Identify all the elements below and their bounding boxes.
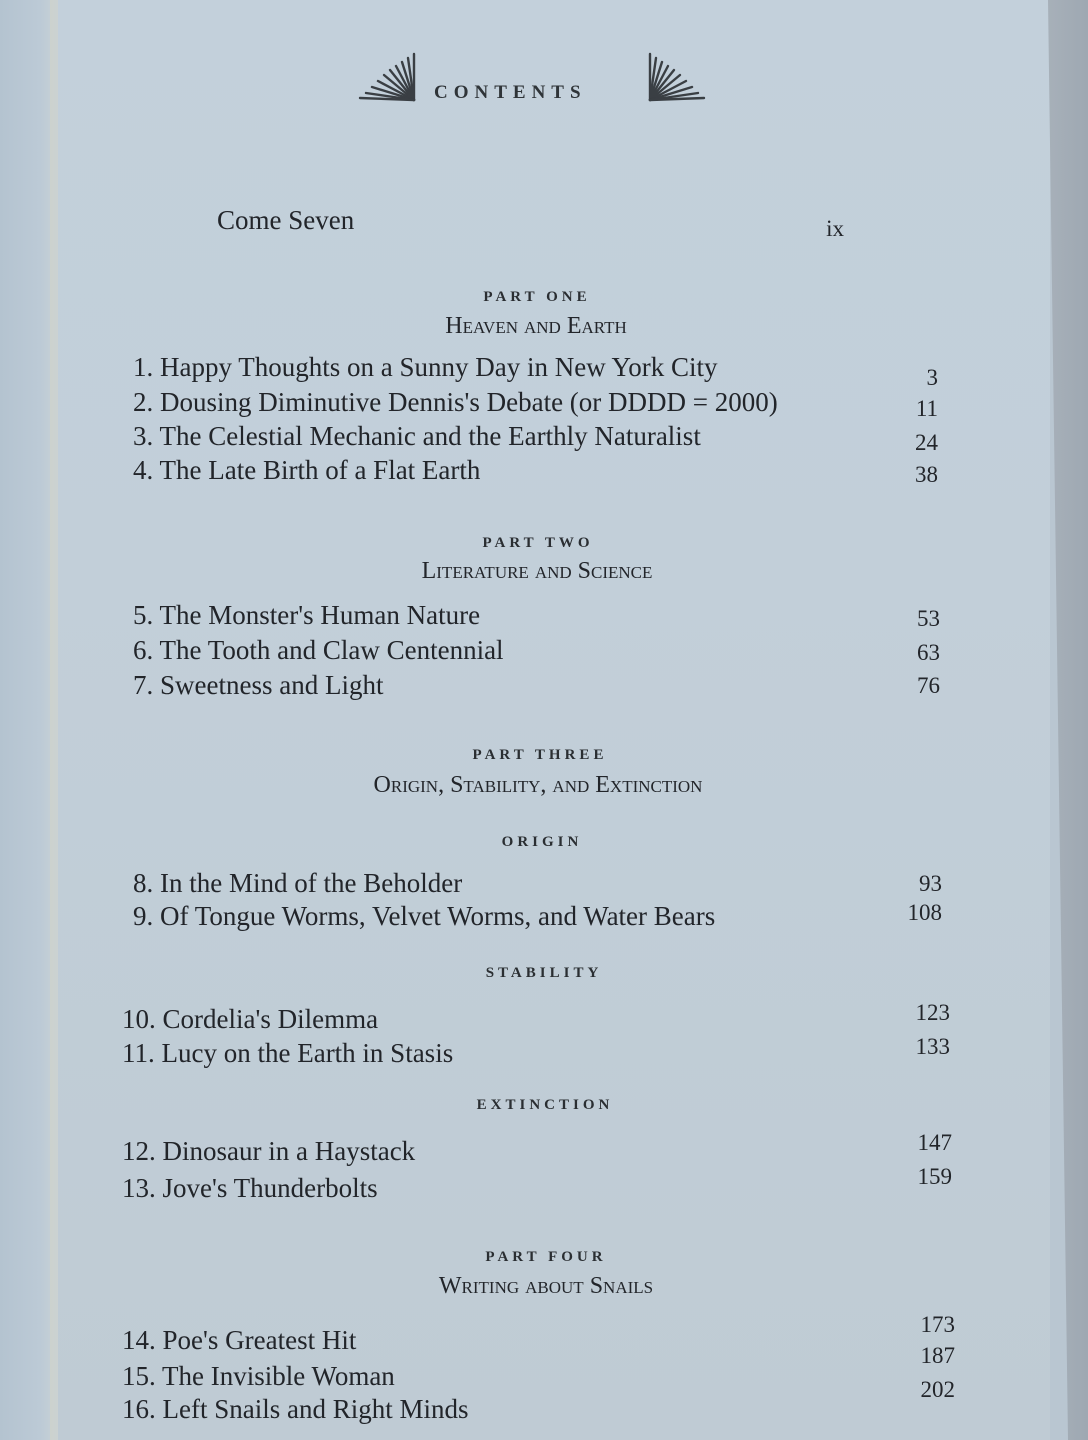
toc-page-number: 187	[920, 1343, 955, 1368]
toc-entry[interactable]: 15. The Invisible Woman	[122, 1361, 395, 1391]
toc-page-number: 108	[907, 900, 942, 925]
toc-page-number: 133	[915, 1034, 950, 1059]
section-label-extinction: EXTINCTION	[476, 1097, 614, 1113]
toc-entry[interactable]: 3. The Celestial Mechanic and the Earthly Naturalist	[133, 421, 701, 451]
toc-page-number: 93	[919, 871, 942, 896]
toc-page-number: 11	[915, 396, 938, 421]
part-title: Writing about Snails	[438, 1273, 654, 1299]
toc-entry[interactable]: 11. Lucy on the Earth in Stasis	[122, 1038, 454, 1068]
toc-page-number: 53	[917, 606, 940, 631]
toc-entry[interactable]: 8. In the Mind of the Beholder	[133, 868, 463, 898]
toc-entry-intro-title[interactable]: Come Seven	[217, 205, 355, 235]
toc-page-number: 159	[917, 1164, 952, 1189]
toc-entry[interactable]: 16. Left Snails and Right Minds	[122, 1394, 469, 1424]
toc-entry[interactable]: 12. Dinosaur in a Haystack	[122, 1136, 416, 1166]
part-title: Literature and Science	[421, 558, 653, 584]
toc-page-number: 63	[917, 640, 940, 665]
section-label-stability: STABILITY	[485, 965, 603, 981]
toc-entry[interactable]: 7. Sweetness and Light	[133, 670, 384, 700]
toc-entry[interactable]: 5. The Monster's Human Nature	[133, 600, 481, 630]
part-label: PART TWO	[482, 535, 594, 551]
part-label: PART ONE	[483, 289, 591, 305]
toc-page-number: 123	[915, 1000, 950, 1025]
toc-entry-intro-page: ix	[826, 216, 844, 241]
part-label: PART THREE	[472, 747, 608, 763]
toc-page-number: 147	[917, 1130, 952, 1155]
toc-page-number: 202	[920, 1377, 955, 1402]
toc-entry[interactable]: 14. Poe's Greatest Hit	[122, 1325, 357, 1355]
toc-entry[interactable]: 4. The Late Birth of a Flat Earth	[133, 455, 481, 485]
section-label-origin: ORIGIN	[501, 834, 583, 850]
part-title: Origin, Stability, and Extinction	[373, 772, 703, 798]
toc-entry[interactable]: 6. The Tooth and Claw Centennial	[133, 635, 504, 665]
toc-page-number: 38	[915, 462, 938, 487]
part-title: Heaven and Earth	[445, 313, 627, 339]
toc-page-number: 24	[915, 430, 938, 455]
toc-page-number: 3	[926, 365, 938, 390]
toc-entry[interactable]: 9. Of Tongue Worms, Velvet Worms, and Water Bears	[133, 901, 716, 931]
part-label: PART FOUR	[485, 1249, 607, 1265]
contents-title: CONTENTS	[434, 82, 587, 103]
toc-entry[interactable]: 1. Happy Thoughts on a Sunny Day in New York City	[133, 352, 718, 382]
toc-entry[interactable]: 13. Jove's Thunderbolts	[122, 1173, 378, 1203]
toc-page-number: 76	[917, 673, 940, 698]
toc-entry[interactable]: 10. Cordelia's Dilemma	[122, 1004, 379, 1034]
toc-page-number: 173	[920, 1312, 955, 1337]
toc-entry[interactable]: 2. Dousing Diminutive Dennis's Debate (or DDDD = 2000)	[133, 387, 778, 417]
